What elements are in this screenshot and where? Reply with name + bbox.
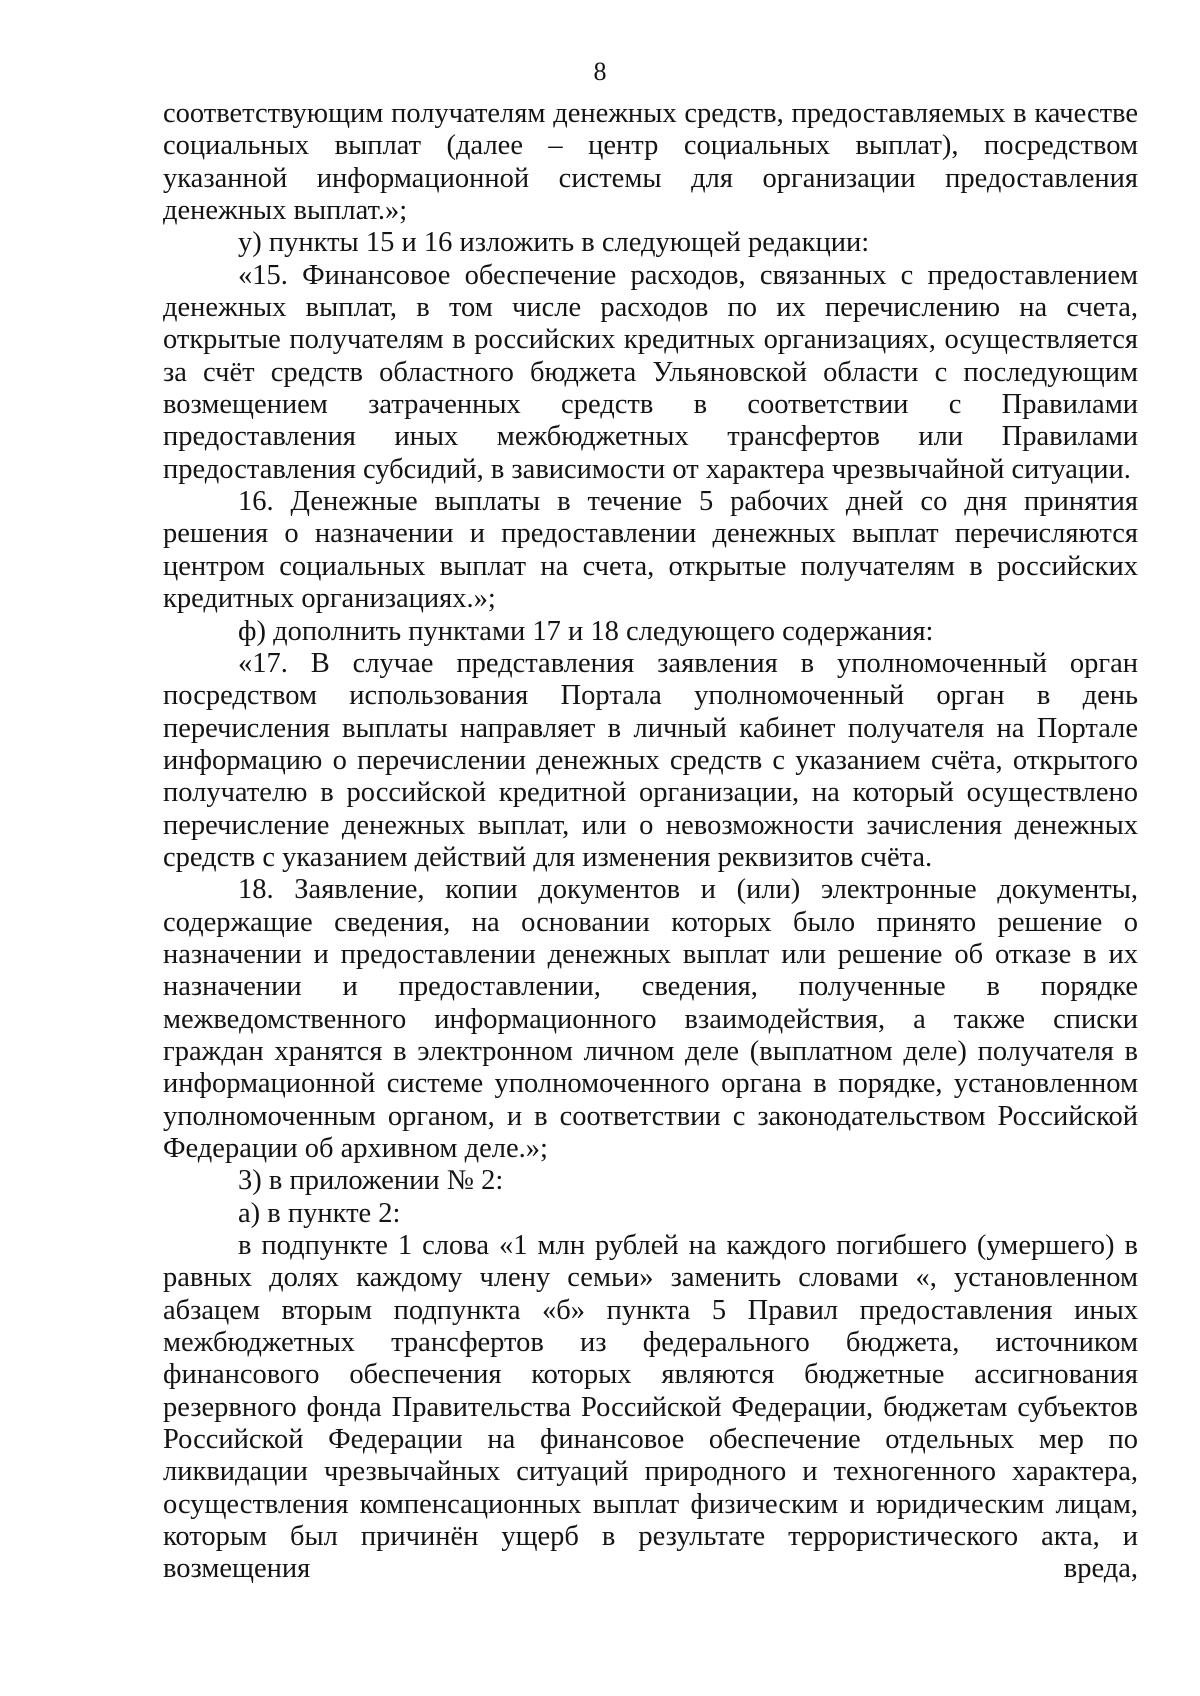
- paragraph-clause-18: 18. Заявление, копии документов и (или) электронные документы, содержащие сведения, на основании которых было принято решение о назначении и предоставлении денежных выплат или решение об отказе в их назначении и предоставлении, сведения, полученные в порядке межведомственного информационного взаимодействия, а также списки граждан хранятся в электронном личном деле (выплатном деле) получателя в информационной системе уполномоченного органа в порядке, установленном уполномоченным органом, и в соответствии с законодательством Российской Федерации об архивном деле.»;: [163, 874, 1138, 1164]
- paragraph-clause-16: 16. Денежные выплаты в течение 5 рабочих дней со дня принятия решения о назначении и предоставлении денежных выплат перечисляются центром социальных выплат на счета, открытые получателям в российских кредитных организациях.»;: [163, 486, 1138, 615]
- paragraph-appendix-2: 3) в приложении № 2:: [238, 1165, 504, 1197]
- paragraph-clause-17: «17. В случае представления заявления в уполномоченный орган посредством использования Портала уполномоченный орган в день перечисления выплаты направляет в личный кабинет получателя на Портале информацию о перечислении денежных средств с указанием счёта, открытого получателю в российской кредитной организации, на который осуществлено перечисление денежных выплат, или о невозможности зачисления денежных средств с указанием действий для изменения реквизитов счёта.: [163, 647, 1138, 873]
- paragraph-continuation: соответствующим получателям денежных средств, предоставляемых в качестве социальных выплат (далее – центр социальных выплат), посредством указанной информационной системы для организации предоставления денежных выплат.»;: [163, 98, 1138, 227]
- paragraph-item-a: а) в пункте 2:: [238, 1197, 401, 1229]
- paragraph-subclause-1: в подпункте 1 слова «1 млн рублей на каждого погибшего (умершего) в равных долях каждому члену семьи» заменить словами «, установленном абзацем вторым подпункта «б» пункта 5 Правил предоставления иных межбюджетных трансфертов из федерального бюджета, источником финансового обеспечения которых являются бюджетные ассигнования резервного фонда Правительства Российской Федерации, бюджетам субъектов Российской Федерации на финансовое обеспечение отдельных мер по ликвидации чрезвычайных ситуаций природного и техногенного характера, осуществления компенсационных выплат физическим и юридическим лицам, которым был причинён ущерб в результате террористического акта, и возмещения вреда,: [163, 1230, 1138, 1585]
- page-number: 8: [593, 57, 607, 86]
- document-body: [163, 98, 1138, 1586]
- paragraph-item-u: у) пункты 15 и 16 изложить в следующей редакции:: [238, 227, 870, 259]
- paragraph-item-f: ф) дополнить пунктами 17 и 18 следующего содержания:: [238, 615, 934, 647]
- paragraph-clause-15: «15. Финансовое обеспечение расходов, связанных с предоставлением денежных выплат, в том числе расходов по их перечислению на счета, открытые получателям в российских кредитных организациях, осуществляется за счёт средств областного бюджета Ульяновской области с последующим возмещением затраченных средств в соответствии с Правилами предоставления иных межбюджетных трансфертов или Правилами предоставления субсидий, в зависимости от характера чрезвычайной ситуации.: [163, 259, 1138, 485]
